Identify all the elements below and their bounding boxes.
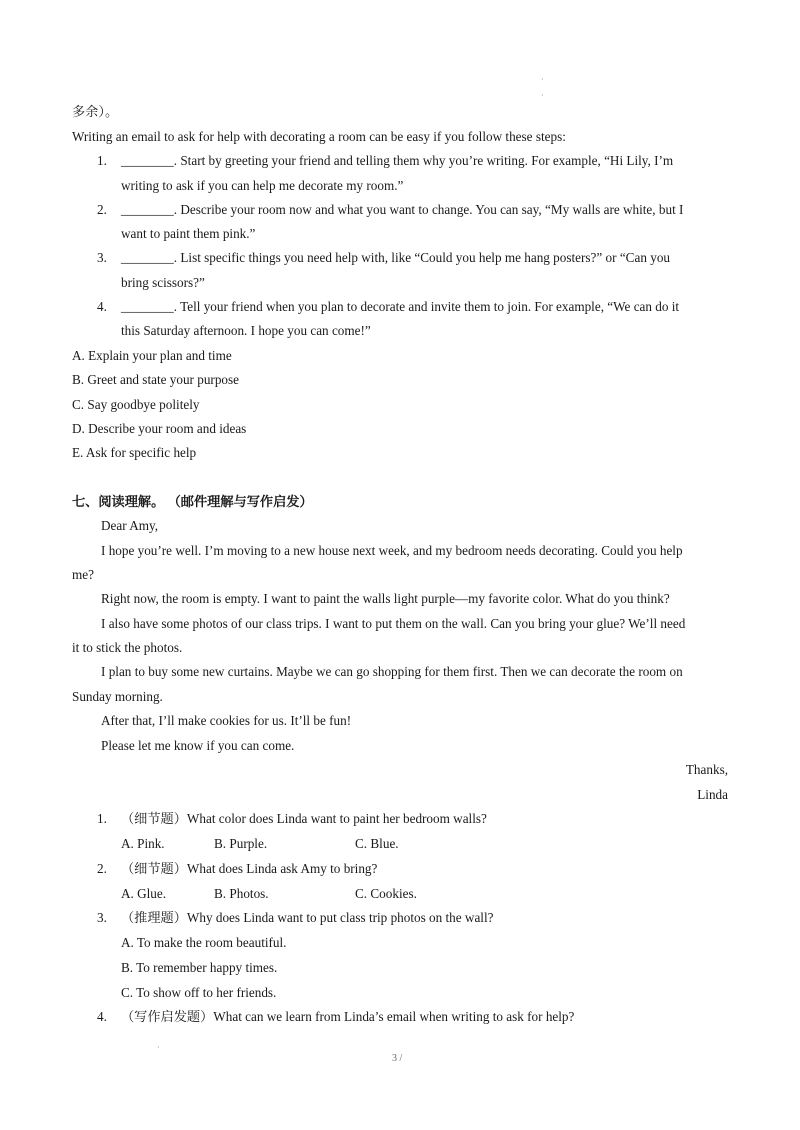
answer-choice: B. To remember happy times. bbox=[121, 960, 278, 975]
option-item: C. Say goodbye politely bbox=[72, 397, 200, 412]
question-text: （写作启发题）What can we learn from Linda’s email when writing to ask for help? bbox=[121, 1009, 575, 1024]
email-paragraph: Sunday morning. bbox=[72, 689, 163, 704]
page-number: 3 / bbox=[392, 1053, 403, 1064]
scan-mark: · bbox=[541, 91, 544, 100]
email-paragraph: it to stick the photos. bbox=[72, 640, 183, 655]
email-paragraph: me? bbox=[72, 567, 94, 582]
step-number: 1. bbox=[97, 153, 107, 168]
scan-mark: · bbox=[157, 1043, 160, 1052]
answer-choice: C. Blue. bbox=[355, 836, 399, 851]
question-number: 2. bbox=[97, 861, 107, 876]
question-number: 1. bbox=[97, 811, 107, 826]
answer-choice: A. Pink. bbox=[121, 836, 165, 851]
question-text: （细节题）What color does Linda want to paint her bedroom walls? bbox=[121, 811, 487, 826]
email-paragraph: Right now, the room is empty. I want to paint the walls light purple—my favorite color. What do you think? bbox=[101, 591, 670, 606]
option-item: B. Greet and state your purpose bbox=[72, 372, 239, 387]
answer-choice: C. To show off to her friends. bbox=[121, 985, 277, 1000]
step-text: ________. Describe your room now and what you want to change. You can say, “My walls are white, but I bbox=[121, 202, 684, 217]
email-signature: Linda bbox=[697, 787, 728, 802]
step-text: writing to ask if you can help me decorate my room.” bbox=[121, 178, 404, 193]
option-item: A. Explain your plan and time bbox=[72, 348, 232, 363]
question-number: 3. bbox=[97, 910, 107, 925]
option-item: D. Describe your room and ideas bbox=[72, 421, 247, 436]
answer-choice: B. Purple. bbox=[214, 836, 268, 851]
question-text: （推理题）Why does Linda want to put class trip photos on the wall? bbox=[121, 910, 494, 925]
step-text: ________. Start by greeting your friend and telling them why you’re writing. For example, “Hi Lily, I’m bbox=[121, 153, 674, 168]
email-paragraph: I hope you’re well. I’m moving to a new house next week, and my bedroom needs decorating. Could you help bbox=[101, 543, 683, 558]
email-paragraph: Please let me know if you can come. bbox=[101, 738, 295, 753]
step-text: this Saturday afternoon. I hope you can come!” bbox=[121, 323, 371, 338]
question-number: 4. bbox=[97, 1009, 107, 1024]
email-closing: Thanks, bbox=[685, 762, 728, 777]
answer-choice: C. Cookies. bbox=[355, 886, 417, 901]
step-text: bring scissors?” bbox=[121, 275, 205, 290]
option-item: E. Ask for specific help bbox=[72, 445, 197, 460]
step-number: 3. bbox=[97, 250, 107, 265]
email-paragraph: I also have some photos of our class trips. I want to put them on the wall. Can you bring your glue? We’ll need bbox=[101, 616, 686, 631]
email-paragraph: After that, I’ll make cookies for us. It’ll be fun! bbox=[101, 713, 352, 728]
step-number: 2. bbox=[97, 202, 107, 217]
email-paragraph: I plan to buy some new curtains. Maybe we can go shopping for them first. Then we can decorate the room on bbox=[101, 664, 683, 679]
answer-choice: A. To make the room beautiful. bbox=[121, 935, 287, 950]
step-text: ________. Tell your friend when you plan to decorate and invite them to join. For example, “We can do it bbox=[121, 299, 680, 314]
answer-choice: A. Glue. bbox=[121, 886, 167, 901]
step-text: ________. List specific things you need help with, like “Could you help me hang posters?” or “Can you bbox=[121, 250, 671, 265]
question-text: （细节题）What does Linda ask Amy to bring? bbox=[121, 861, 378, 876]
step-number: 4. bbox=[97, 299, 107, 314]
answer-choice: B. Photos. bbox=[214, 886, 269, 901]
header-fragment: 多余）。 bbox=[72, 104, 119, 119]
email-greeting: Dear Amy, bbox=[101, 518, 159, 533]
step-text: want to paint them pink.” bbox=[121, 226, 256, 241]
intro-text: Writing an email to ask for help with decorating a room can be easy if you follow these steps: bbox=[72, 129, 566, 144]
section-title: 七、阅读理解。 （邮件理解与写作启发） bbox=[72, 494, 313, 509]
scan-mark: · bbox=[541, 75, 544, 84]
